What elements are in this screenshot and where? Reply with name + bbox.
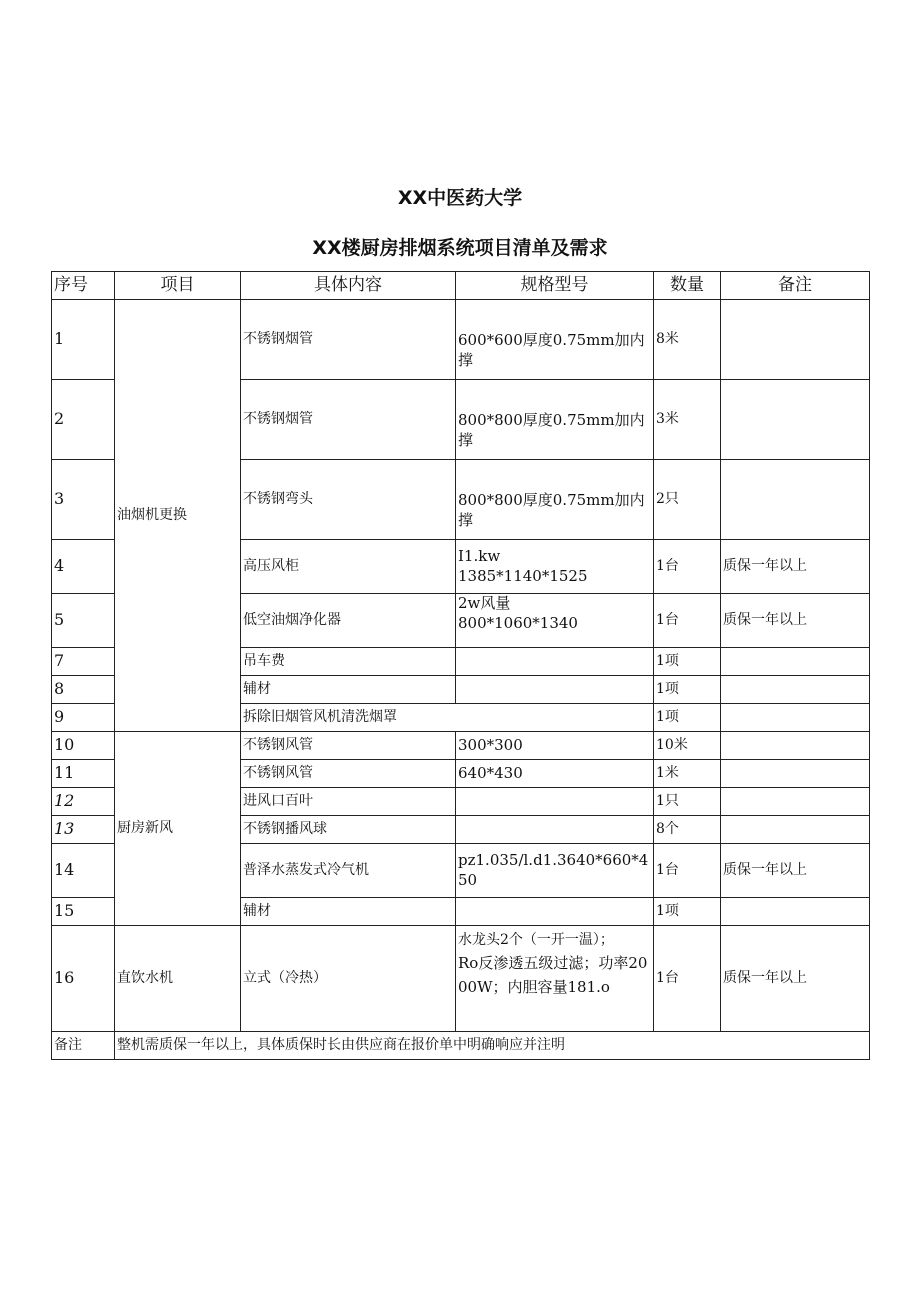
row-note	[721, 898, 870, 926]
table-row	[52, 300, 870, 380]
row-qty: 2只	[654, 460, 721, 540]
row-no: 3	[52, 460, 115, 540]
row-spec	[456, 788, 654, 816]
col-header-no: 序号	[52, 272, 115, 300]
row-spec-line-2: 1385*1140*1525	[458, 566, 588, 585]
row-qty: 8米	[654, 300, 721, 380]
row-spec	[456, 300, 654, 380]
row-item: 直饮水机	[115, 926, 241, 1032]
row-no: 1	[52, 300, 115, 380]
row-note: 质保一年以上	[721, 594, 870, 648]
row-spec-text: 800*800厚度0.75mm加内撑	[458, 491, 645, 529]
row-spec	[456, 676, 654, 704]
row-content: 不锈钢风管	[241, 732, 456, 760]
row-qty: 1米	[654, 760, 721, 788]
row-qty: 1项	[654, 648, 721, 676]
row-content: 不锈钢风管	[241, 760, 456, 788]
row-note	[721, 704, 870, 732]
row-note	[721, 300, 870, 380]
row-no: 11	[52, 760, 115, 788]
row-qty: 1只	[654, 788, 721, 816]
row-note	[721, 816, 870, 844]
row-spec	[456, 648, 654, 676]
table-row	[52, 926, 870, 1032]
row-no: 13	[52, 816, 115, 844]
row-content: 进风口百叶	[241, 788, 456, 816]
row-no: 5	[52, 594, 115, 648]
row-no: 8	[52, 676, 115, 704]
row-qty: 1台	[654, 540, 721, 594]
row-content: 不锈钢播风球	[241, 816, 456, 844]
row-spec	[456, 460, 654, 540]
row-note	[721, 648, 870, 676]
row-note: 质保一年以上	[721, 926, 870, 1032]
row-note	[721, 380, 870, 460]
row-content: 普泽水蒸发式冷气机	[241, 844, 456, 898]
row-no: 14	[52, 844, 115, 898]
row-spec	[456, 926, 654, 1032]
document-subtitle: XX楼厨房排烟系统项目清单及需求	[312, 237, 608, 259]
row-content: 辅材	[241, 676, 456, 704]
row-content: 不锈钢烟管	[241, 380, 456, 460]
row-content: 拆除旧烟管风机清洗烟罩	[241, 704, 654, 732]
row-spec	[456, 816, 654, 844]
row-spec-line-1: I1.kw	[458, 547, 501, 565]
row-spec-text: 800*800厚度0.75mm加内撑	[458, 411, 645, 449]
row-no: 16	[52, 926, 115, 1032]
col-header-content: 具体内容	[241, 272, 456, 300]
row-no: 10	[52, 732, 115, 760]
row-content: 吊车费	[241, 648, 456, 676]
row-qty: 1台	[654, 844, 721, 898]
row-content: 高压风柜	[241, 540, 456, 594]
footer-label: 备注	[52, 1032, 115, 1060]
document-title: XX中医药大学	[397, 187, 523, 209]
row-qty: 1项	[654, 898, 721, 926]
row-qty: 10米	[654, 732, 721, 760]
row-spec	[456, 380, 654, 460]
group-label-hood-replacement: 油烟机更换	[115, 300, 241, 732]
row-spec: 640*430	[456, 760, 654, 788]
row-spec-text: 600*600厚度0.75mm加内撑	[458, 331, 645, 369]
col-header-spec: 规格型号	[456, 272, 654, 300]
row-no: 2	[52, 380, 115, 460]
row-content: 低空油烟净化器	[241, 594, 456, 648]
row-qty: 1项	[654, 676, 721, 704]
row-no: 15	[52, 898, 115, 926]
row-note: 质保一年以上	[721, 844, 870, 898]
row-content: 不锈钢弯头	[241, 460, 456, 540]
row-note	[721, 732, 870, 760]
row-qty: 3米	[654, 380, 721, 460]
row-qty: 8个	[654, 816, 721, 844]
col-header-qty: 数量	[654, 272, 721, 300]
row-spec	[456, 540, 654, 594]
row-note	[721, 676, 870, 704]
col-header-item: 项目	[115, 272, 241, 300]
row-no: 7	[52, 648, 115, 676]
row-qty: 1台	[654, 594, 721, 648]
requirements-table	[51, 271, 870, 1060]
group-label-kitchen-fresh-air: 厨房新风	[115, 732, 241, 926]
row-content: 辅材	[241, 898, 456, 926]
row-no: 9	[52, 704, 115, 732]
row-spec-line-1: 水龙头2个（一开一温）；	[458, 932, 614, 948]
row-no: 12	[52, 788, 115, 816]
row-spec	[456, 594, 654, 648]
row-no: 4	[52, 540, 115, 594]
row-content: 立式（冷热）	[241, 926, 456, 1032]
row-qty: 1项	[654, 704, 721, 732]
row-note: 质保一年以上	[721, 540, 870, 594]
row-note	[721, 460, 870, 540]
table-row	[52, 732, 870, 760]
row-note	[721, 788, 870, 816]
table-footer-row	[52, 1032, 870, 1060]
col-header-note: 备注	[721, 272, 870, 300]
row-qty: 1台	[654, 926, 721, 1032]
footer-text: 整机需质保一年以上，具体质保时长由供应商在报价单中明确响应并注明	[115, 1032, 870, 1060]
row-spec	[456, 898, 654, 926]
row-spec: pz1.035/l.d1.3640*660*450	[456, 844, 654, 898]
table-header-row	[52, 272, 870, 300]
row-spec: 300*300	[456, 732, 654, 760]
row-spec-line-2: Ro反渗透五级过滤；功率2000W；内胆容量181.o	[458, 954, 648, 997]
row-note	[721, 760, 870, 788]
row-content: 不锈钢烟管	[241, 300, 456, 380]
row-spec-line-1: 2w风量	[458, 594, 511, 612]
row-spec-line-2: 800*1060*1340	[458, 613, 578, 632]
